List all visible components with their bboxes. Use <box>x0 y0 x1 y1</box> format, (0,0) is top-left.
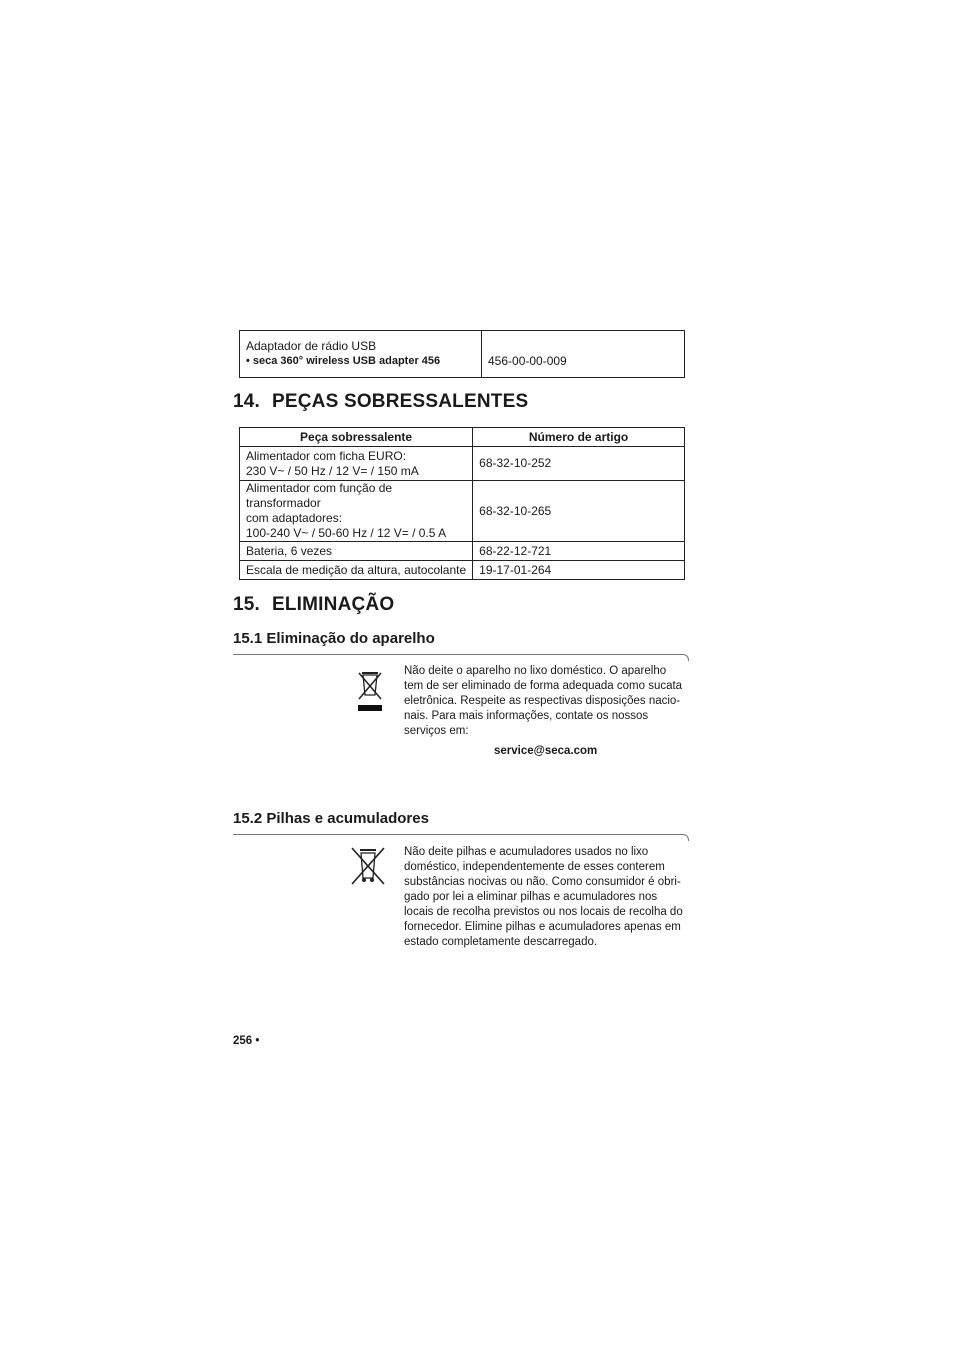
part-cell: Escala de medição da altura, autocolante <box>240 561 473 580</box>
subsection-15-2-title: 15.2 Pilhas e acumuladores <box>233 810 429 827</box>
weee-crossed-bin-icon <box>355 669 385 713</box>
part-number: 68-32-10-265 <box>473 481 685 542</box>
accessory-table <box>239 330 685 378</box>
section-15-number: 15. <box>233 594 261 615</box>
table-row <box>240 542 685 561</box>
accessory-number: 456-00-00-009 <box>482 331 685 378</box>
part-cell <box>240 481 473 542</box>
subsection-15-1-title: 15.1 Eliminação do aparelho <box>233 630 435 647</box>
part-line: Alimentador com ficha EURO: <box>246 448 407 463</box>
text-line: locais de recolha previstos ou nos locais de recolha do <box>404 906 683 918</box>
part-cell <box>240 447 473 481</box>
part-line: com adaptadores: <box>246 511 343 525</box>
accessory-label: Adaptador de rádio USB <box>246 339 377 353</box>
part-line: 100-240 V~ / 50-60 Hz / 12 V= / 0.5 A <box>246 526 447 540</box>
column-header-number: Número de artigo <box>473 428 685 447</box>
paragraph-device-disposal <box>404 664 694 739</box>
paragraph-battery-disposal <box>404 845 694 950</box>
accessory-label-cell <box>240 331 482 378</box>
table-row <box>240 331 685 378</box>
section-divider <box>233 654 683 655</box>
page-number: 256 • <box>233 1035 260 1047</box>
text-line: nais. Para mais informações, contate os nossos <box>404 710 649 722</box>
section-14-number: 14. <box>233 391 261 412</box>
section-15-heading <box>233 594 394 616</box>
table-row <box>240 561 685 580</box>
text-line: gado por lei a eliminar pilhas e acumuladores nos <box>404 891 658 903</box>
table-row <box>240 481 685 542</box>
text-line: Não deite pilhas e acumuladores usados no lixo <box>404 846 649 858</box>
text-line: serviços em: <box>404 725 469 737</box>
section-14-heading <box>233 391 528 413</box>
section-14-title: PEÇAS SOBRESSALENTES <box>272 391 529 412</box>
text-line: tem de ser eliminado de forma adequada como sucata <box>404 680 683 692</box>
section-divider <box>233 834 683 835</box>
text-line: eletrônica. Respeite as respectivas disposições nacio- <box>404 695 681 707</box>
text-line: doméstico, independentemente de esses conterem <box>404 861 665 873</box>
part-cell: Bateria, 6 vezes <box>240 542 473 561</box>
column-header-part: Peça sobressalente <box>240 428 473 447</box>
part-line: Alimentador com função de transformador <box>246 481 393 510</box>
text-line: estado completamente descarregado. <box>404 936 598 948</box>
table-header-row <box>240 428 685 447</box>
part-number: 19-17-01-264 <box>473 561 685 580</box>
spare-parts-table <box>239 427 685 580</box>
table-row <box>240 447 685 481</box>
part-line: 230 V~ / 50 Hz / 12 V= / 150 mA <box>246 463 419 478</box>
battery-crossed-bin-icon <box>350 846 386 886</box>
section-15-title: ELIMINAÇÃO <box>272 594 395 615</box>
service-email: service@seca.com <box>494 745 598 757</box>
part-number: 68-22-12-721 <box>473 542 685 561</box>
text-line: substâncias nocivas ou não. Como consumidor é obri- <box>404 876 681 888</box>
text-line: fornecedor. Elimine pilhas e acumuladores apenas em <box>404 921 681 933</box>
part-number: 68-32-10-252 <box>473 447 685 481</box>
accessory-model: • seca 360° wireless USB adapter 456 <box>246 355 441 367</box>
text-line: Não deite o aparelho no lixo doméstico. O aparelho <box>404 665 667 677</box>
